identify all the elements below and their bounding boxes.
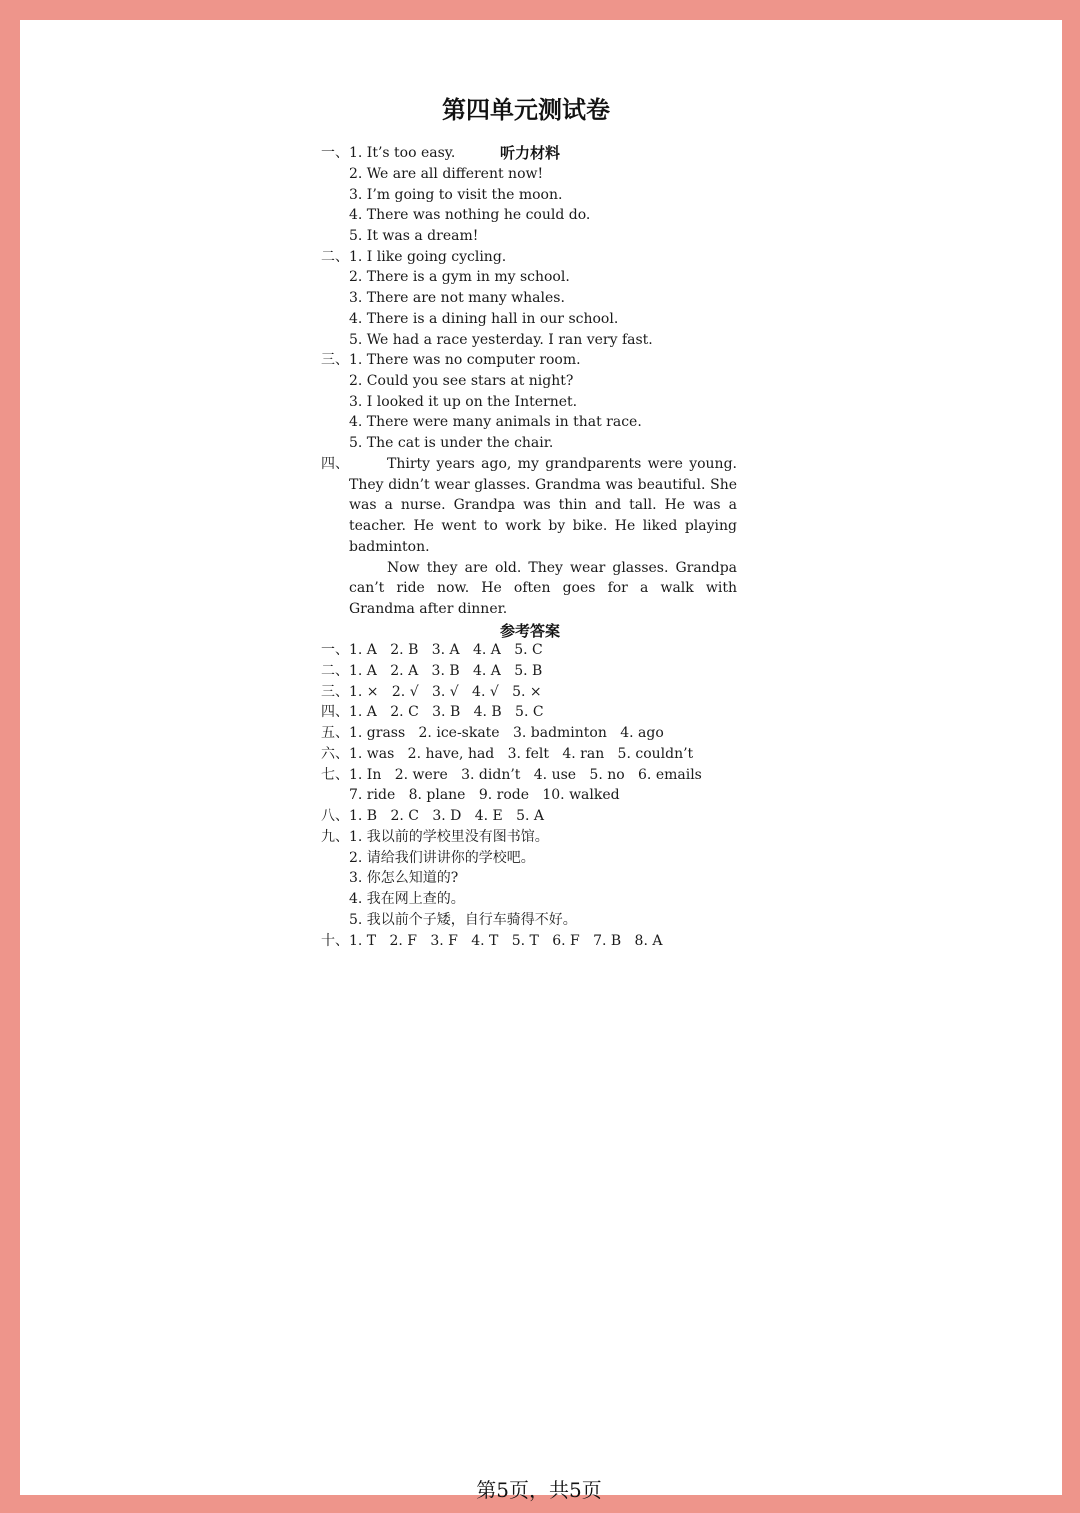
list-item: 2. We are all different now! (349, 166, 544, 182)
answer-line: 4. 我在网上查的。 (349, 891, 465, 907)
answer-line: 2. 请给我们讲讲你的学校吧。 (349, 850, 535, 866)
answer-number: 六、 (321, 746, 349, 762)
list-item: 2. Could you see stars at night? (349, 373, 574, 389)
answer-line: 1. × 2. √ 3. √ 4. √ 5. × (349, 684, 542, 700)
list-item: 1. I like going cycling. (349, 249, 507, 265)
passage-paragraph: Thirty years ago, my grandparents were young. They didn’t wear glasses. Grandma was beautiful. She was a nurse. Grandpa was thin and tall. He was a teacher. He went to work by bike. He liked playing badminton. (349, 456, 737, 555)
list-item: 1. It’s too easy. (349, 145, 456, 161)
section-number: 三、 (321, 352, 349, 368)
answer-line: 1. 我以前的学校里没有图书馆。 (349, 829, 549, 845)
list-item: 1. There was no computer room. (349, 352, 581, 368)
answer-line: 1. A 2. B 3. A 4. A 5. C (349, 642, 543, 658)
list-item: 4. There were many animals in that race. (349, 414, 642, 430)
list-item: 3. There are not many whales. (349, 290, 565, 306)
document-title: 第四单元测试卷 (442, 95, 610, 124)
page-footer: 第5页，共5页 (476, 1478, 602, 1502)
listening-passage (349, 454, 737, 620)
answer-number: 九、 (321, 829, 349, 845)
section-number: 一、 (321, 145, 349, 161)
answer-line: 3. 你怎么知道的? (349, 870, 459, 886)
answer-line: 1. A 2. C 3. B 4. B 5. C (349, 704, 544, 720)
answer-line: 5. 我以前个子矮，自行车骑得不好。 (349, 912, 577, 928)
answer-number: 一、 (321, 642, 349, 658)
answer-line: 1. T 2. F 3. F 4. T 5. T 6. F 7. B 8. A (349, 933, 663, 949)
answer-number: 十、 (321, 933, 349, 949)
list-item: 5. It was a dream! (349, 228, 479, 244)
list-item: 5. The cat is under the chair. (349, 435, 554, 451)
section-number: 二、 (321, 249, 349, 265)
answer-line: 1. grass 2. ice-skate 3. badminton 4. ago (349, 725, 664, 741)
answer-line: 7. ride 8. plane 9. rode 10. walked (349, 787, 620, 803)
list-item: 5. We had a race yesterday. I ran very fast. (349, 332, 653, 348)
answers-heading: 参考答案 (499, 622, 560, 640)
document-page (20, 20, 1062, 1502)
answer-number: 四、 (321, 704, 349, 720)
list-item: 3. I looked it up on the Internet. (349, 394, 578, 410)
answer-number: 三、 (321, 684, 349, 700)
answer-line: 1. A 2. A 3. B 4. A 5. B (349, 663, 543, 679)
section-number: 四、 (321, 456, 349, 472)
list-item: 2. There is a gym in my school. (349, 269, 570, 285)
list-item: 4. There is a dining hall in our school. (349, 311, 619, 327)
list-item: 4. There was nothing he could do. (349, 207, 591, 223)
answer-line: 1. B 2. C 3. D 4. E 5. A (349, 808, 544, 824)
list-item: 3. I’m going to visit the moon. (349, 187, 563, 203)
answer-line: 1. was 2. have, had 3. felt 4. ran 5. couldn’t (349, 746, 694, 762)
answer-number: 五、 (321, 725, 349, 741)
answer-line: 1. In 2. were 3. didn’t 4. use 5. no 6. emails (349, 767, 702, 783)
answer-number: 二、 (321, 663, 349, 679)
answer-number: 七、 (321, 767, 349, 783)
answer-number: 八、 (321, 808, 349, 824)
passage-paragraph: Now they are old. They wear glasses. Grandpa can’t ride now. He often goes for a walk with Grandma after dinner. (349, 559, 737, 617)
listening-heading: 听力材料 (499, 144, 560, 162)
